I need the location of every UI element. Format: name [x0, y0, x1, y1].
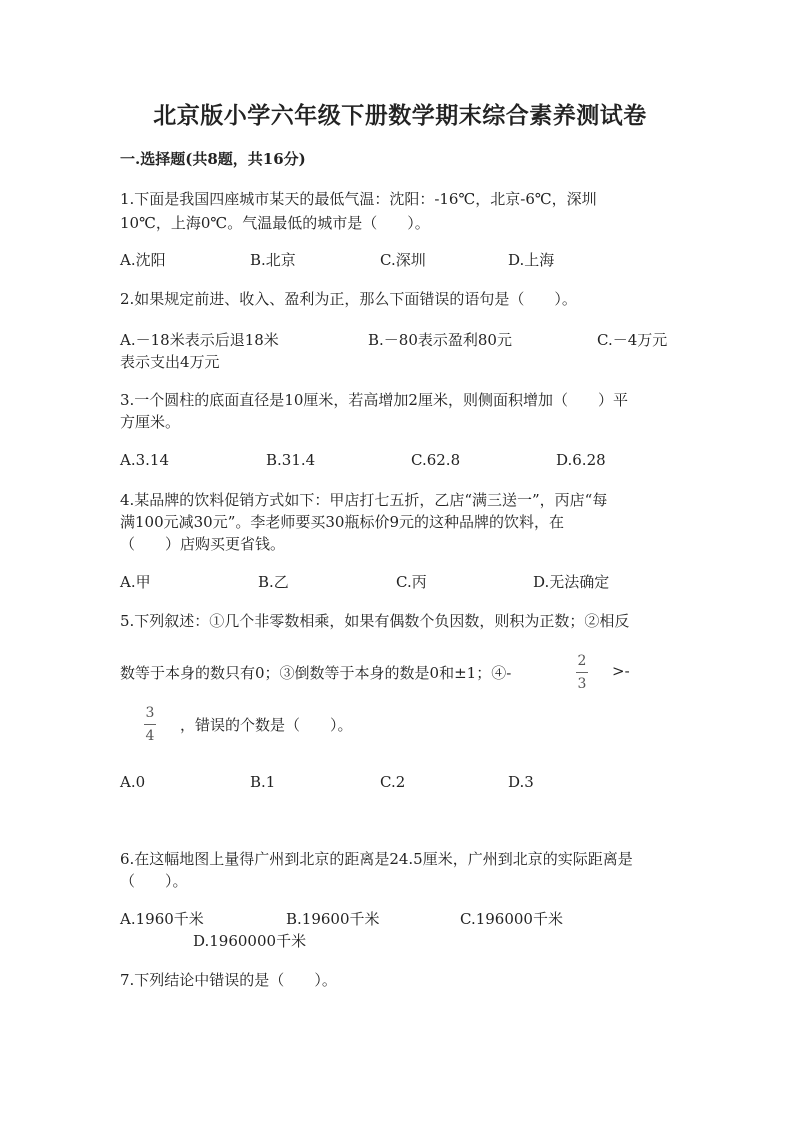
q5-option-b: B.1: [250, 773, 276, 791]
q5-option-a: A.0: [120, 773, 146, 791]
q4-option-a: A.甲: [120, 573, 151, 591]
q1-option-c: C.深圳: [380, 251, 426, 269]
q5-fraction-three-quarters: [144, 706, 156, 743]
q2-option-a: A.－18米表示后退18米: [120, 331, 279, 349]
q6-option-b: B.19600千米: [286, 910, 380, 928]
q7-stem-line1: 7.下列结论中错误的是（ ）。: [120, 971, 337, 989]
q2-stem-line1: 2.如果规定前进、收入、盈利为正，那么下面错误的语句是（ ）。: [120, 290, 577, 308]
q3-stem-line1: 3.一个圆柱的底面直径是10厘米，若高增加2厘米，则侧面积增加（ ）平: [120, 391, 628, 409]
q2-option-b: B.－80表示盈利80元: [368, 331, 512, 349]
q6-stem-line1: 6.在这幅地图上量得广州到北京的距离是24.5厘米，广州到北京的实际距离是: [120, 850, 633, 868]
q5-stem-line3: ，错误的个数是（ ）。: [180, 716, 353, 734]
q3-stem-line2: 方厘米。: [120, 413, 181, 431]
fraction-denominator: 3: [577, 676, 587, 692]
q6-option-a: A.1960千米: [120, 910, 204, 928]
q5-option-c: C.2: [380, 773, 406, 791]
q5-greater-than-sign: >-: [612, 662, 630, 680]
q2-option-c: C.－4万元: [597, 331, 668, 349]
q4-option-d: D.无法确定: [533, 573, 610, 591]
q5-fraction-two-thirds: [576, 654, 588, 691]
q4-stem-line1: 4.某品牌的饮料促销方式如下：甲店打七五折，乙店“满三送一”，丙店“每: [120, 491, 608, 509]
q1-option-b: B.北京: [250, 251, 296, 269]
q4-stem-line3: （ ）店购买更省钱。: [120, 535, 286, 553]
q1-stem-line1: 1.下面是我国四座城市某天的最低气温：沈阳：-16℃，北京-6℃，深圳: [120, 190, 597, 208]
q4-stem-line2: 满100元减30元”。李老师要买30瓶标价9元的这种品牌的饮料，在: [120, 513, 565, 531]
q3-option-c: C.62.8: [411, 451, 461, 469]
q2-option-c-continued: 表示支出4万元: [120, 353, 220, 371]
q6-stem-line2: （ ）。: [120, 872, 188, 890]
q3-option-b: B.31.4: [266, 451, 316, 469]
q4-option-b: B.乙: [258, 573, 289, 591]
fraction-denominator: 4: [145, 728, 155, 744]
fraction-bar: [576, 672, 588, 673]
page-title: 北京版小学六年级下册数学期末综合素养测试卷: [153, 102, 647, 129]
q5-stem-line2: 数等于本身的数只有0；③倒数等于本身的数是0和±1；④-: [120, 664, 512, 682]
q1-option-d: D.上海: [508, 251, 555, 269]
fraction-bar: [144, 724, 156, 725]
q3-option-a: A.3.14: [120, 451, 169, 469]
q4-option-c: C.丙: [396, 573, 427, 591]
section-heading: 一.选择题(共8题，共16分): [120, 150, 306, 168]
q1-option-a: A.沈阳: [120, 251, 166, 269]
q3-option-d: D.6.28: [556, 451, 606, 469]
fraction-numerator: 3: [145, 705, 155, 721]
q5-option-d: D.3: [508, 773, 534, 791]
q6-option-d: D.1960000千米: [193, 932, 307, 950]
q1-stem-line2: 10℃，上海0℃。气温最低的城市是（ ）。: [120, 214, 430, 232]
fraction-numerator: 2: [577, 653, 587, 669]
q5-stem-line1: 5.下列叙述：①几个非零数相乘，如果有偶数个负因数，则积为正数；②相反: [120, 612, 630, 630]
q6-option-c: C.196000千米: [460, 910, 563, 928]
